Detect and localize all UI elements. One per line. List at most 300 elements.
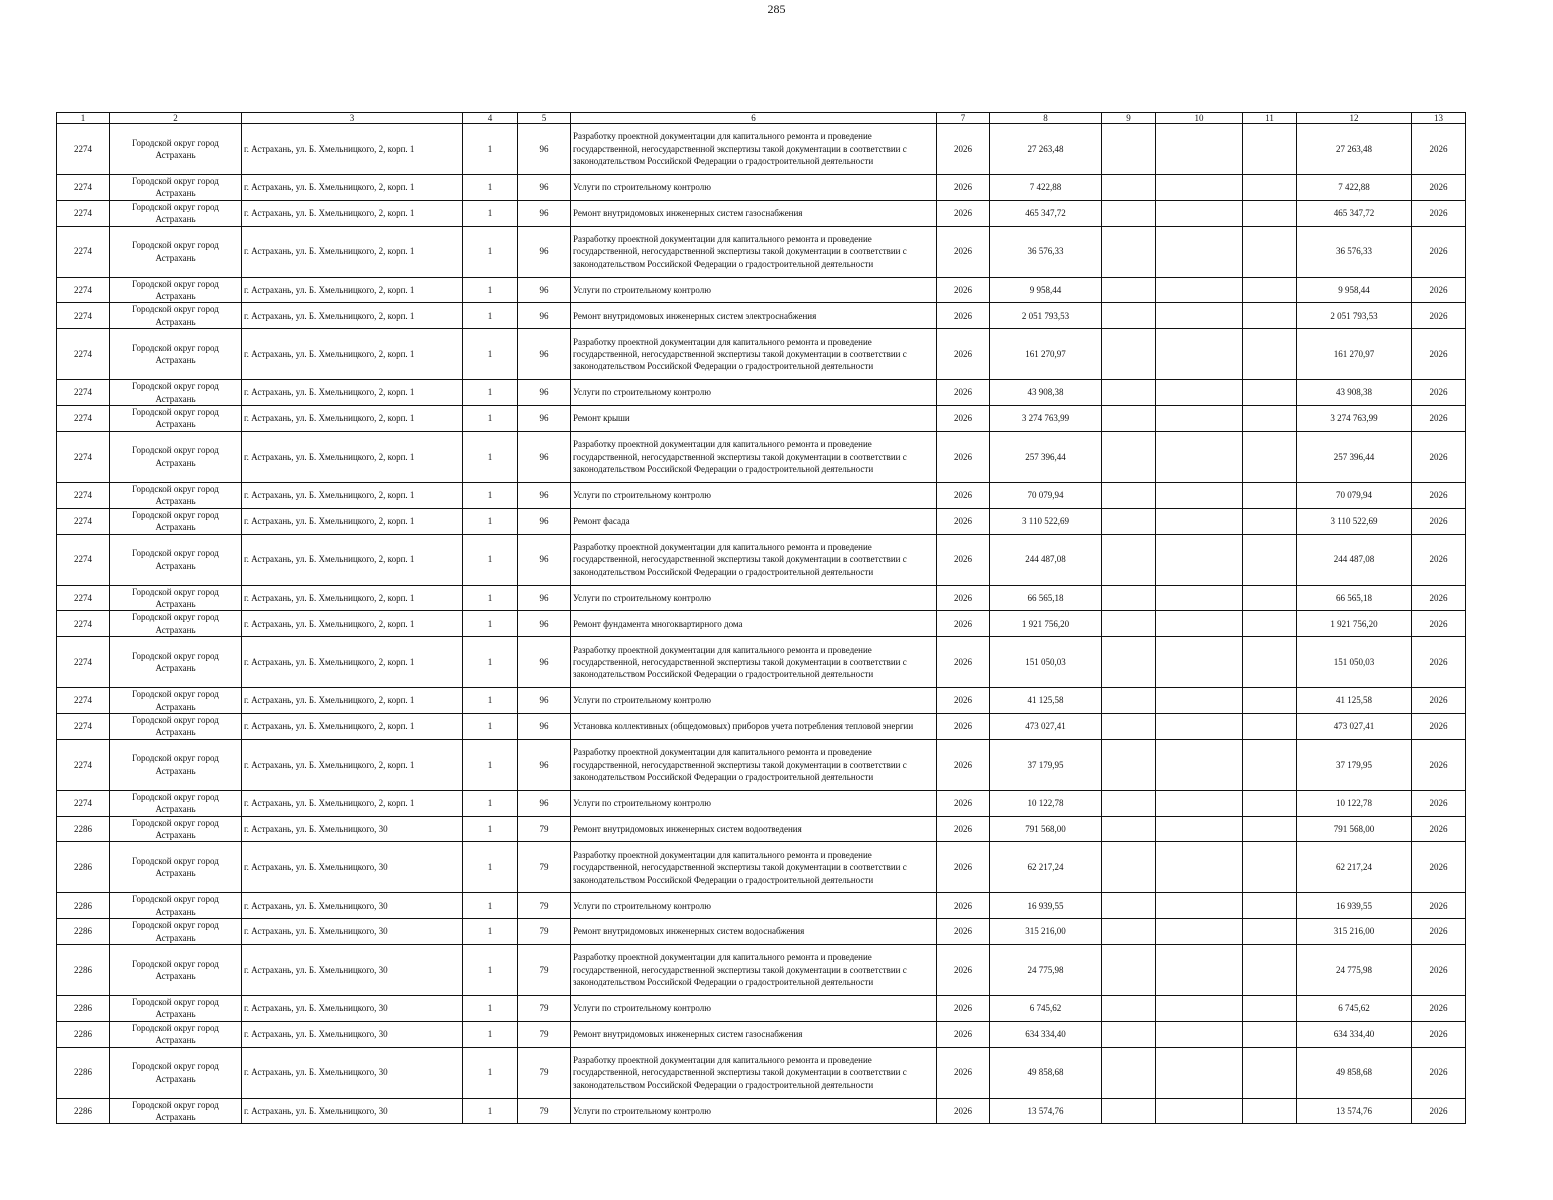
cell-col-13: 2026 [1412, 919, 1466, 945]
table-row [57, 945, 1466, 996]
cell-total: 13 574,76 [1297, 1098, 1412, 1124]
cell-house-id: 2274 [57, 303, 110, 329]
cell-col-10 [1156, 175, 1243, 201]
cell-house-id: 2274 [57, 124, 110, 175]
cell-municipality: Городской округ город Астрахань [110, 329, 242, 380]
cell-total: 24 775,98 [1297, 945, 1412, 996]
table-row [57, 842, 1466, 893]
cell-col-10 [1156, 1098, 1243, 1124]
cell-col-5: 79 [518, 996, 571, 1022]
cell-col-13: 2026 [1412, 175, 1466, 201]
cell-address: г. Астрахань, ул. Б. Хмельницкого, 2, корп. 1 [242, 303, 463, 329]
cell-col-4: 1 [463, 713, 518, 739]
cell-col-10 [1156, 1021, 1243, 1047]
cell-year: 2026 [937, 200, 990, 226]
cell-col-13: 2026 [1412, 226, 1466, 277]
cell-year: 2026 [937, 945, 990, 996]
cell-cost: 791 568,00 [990, 816, 1102, 842]
cell-address: г. Астрахань, ул. Б. Хмельницкого, 2, корп. 1 [242, 431, 463, 482]
cell-col-5: 79 [518, 842, 571, 893]
cell-municipality: Городской округ город Астрахань [110, 482, 242, 508]
cell-col-5: 96 [518, 303, 571, 329]
cell-year: 2026 [937, 380, 990, 406]
table-row [57, 482, 1466, 508]
cell-house-id: 2286 [57, 919, 110, 945]
cell-col-11 [1243, 508, 1297, 534]
cell-work-type: Услуги по строительному контролю [571, 482, 937, 508]
cell-house-id: 2286 [57, 1021, 110, 1047]
cell-col-11 [1243, 534, 1297, 585]
cell-col-11 [1243, 945, 1297, 996]
table-row [57, 637, 1466, 688]
cell-col-10 [1156, 508, 1243, 534]
col-header-8: 8 [990, 113, 1102, 124]
cell-house-id: 2286 [57, 842, 110, 893]
cell-house-id: 2274 [57, 585, 110, 611]
cell-work-type: Услуги по строительному контролю [571, 893, 937, 919]
cell-municipality: Городской округ город Астрахань [110, 226, 242, 277]
cell-cost: 70 079,94 [990, 482, 1102, 508]
cell-col-13: 2026 [1412, 508, 1466, 534]
cell-col-10 [1156, 124, 1243, 175]
cell-work-type: Разработку проектной документации для капитального ремонта и проведение государственной, негосударственной экспертизы такой документации в соответствии с законодательством Российской Федерации о градостроительной деятельности [571, 842, 937, 893]
cell-municipality: Городской округ город Астрахань [110, 124, 242, 175]
cell-col-11 [1243, 790, 1297, 816]
cell-col-13: 2026 [1412, 611, 1466, 637]
cell-total: 37 179,95 [1297, 739, 1412, 790]
cell-col-10 [1156, 739, 1243, 790]
cell-total: 257 396,44 [1297, 431, 1412, 482]
cell-work-type: Ремонт внутридомовых инженерных систем водоотведения [571, 816, 937, 842]
cell-col-9 [1102, 611, 1156, 637]
column-number-row [57, 113, 1466, 124]
cell-col-13: 2026 [1412, 945, 1466, 996]
cell-col-10 [1156, 200, 1243, 226]
cell-col-4: 1 [463, 1098, 518, 1124]
col-header-6: 6 [571, 113, 937, 124]
cell-col-13: 2026 [1412, 585, 1466, 611]
cell-col-4: 1 [463, 508, 518, 534]
cell-total: 70 079,94 [1297, 482, 1412, 508]
cell-municipality: Городской округ город Астрахань [110, 380, 242, 406]
cell-col-5: 79 [518, 945, 571, 996]
cell-work-type: Услуги по строительному контролю [571, 175, 937, 201]
cell-total: 66 565,18 [1297, 585, 1412, 611]
cell-cost: 9 958,44 [990, 277, 1102, 303]
cell-col-5: 96 [518, 534, 571, 585]
cell-cost: 66 565,18 [990, 585, 1102, 611]
cell-house-id: 2274 [57, 739, 110, 790]
cell-col-5: 96 [518, 431, 571, 482]
cell-col-13: 2026 [1412, 713, 1466, 739]
cell-col-10 [1156, 893, 1243, 919]
cell-col-11 [1243, 1021, 1297, 1047]
cell-col-5: 96 [518, 124, 571, 175]
cell-col-11 [1243, 996, 1297, 1022]
cell-col-9 [1102, 226, 1156, 277]
cell-col-13: 2026 [1412, 200, 1466, 226]
cell-total: 2 051 793,53 [1297, 303, 1412, 329]
cell-municipality: Городской округ город Астрахань [110, 893, 242, 919]
cell-work-type: Разработку проектной документации для капитального ремонта и проведение государственной, негосударственной экспертизы такой документации в соответствии с законодательством Российской Федерации о градостроительной деятельности [571, 637, 937, 688]
cell-col-9 [1102, 1047, 1156, 1098]
cell-total: 151 050,03 [1297, 637, 1412, 688]
cell-col-4: 1 [463, 406, 518, 432]
cell-year: 2026 [937, 406, 990, 432]
cell-col-13: 2026 [1412, 406, 1466, 432]
cell-address: г. Астрахань, ул. Б. Хмельницкого, 2, корп. 1 [242, 739, 463, 790]
cell-col-9 [1102, 406, 1156, 432]
cell-col-4: 1 [463, 688, 518, 714]
cell-municipality: Городской округ город Астрахань [110, 996, 242, 1022]
cell-total: 9 958,44 [1297, 277, 1412, 303]
cell-municipality: Городской округ город Астрахань [110, 431, 242, 482]
cell-municipality: Городской округ город Астрахань [110, 713, 242, 739]
cell-work-type: Разработку проектной документации для капитального ремонта и проведение государственной, негосударственной экспертизы такой документации в соответствии с законодательством Российской Федерации о градостроительной деятельности [571, 431, 937, 482]
cell-year: 2026 [937, 329, 990, 380]
cell-address: г. Астрахань, ул. Б. Хмельницкого, 2, корп. 1 [242, 713, 463, 739]
table-row [57, 688, 1466, 714]
cell-col-11 [1243, 482, 1297, 508]
cell-house-id: 2274 [57, 431, 110, 482]
cell-total: 7 422,88 [1297, 175, 1412, 201]
cell-house-id: 2274 [57, 226, 110, 277]
cell-col-5: 96 [518, 611, 571, 637]
cell-address: г. Астрахань, ул. Б. Хмельницкого, 30 [242, 816, 463, 842]
cell-total: 1 921 756,20 [1297, 611, 1412, 637]
cell-house-id: 2274 [57, 277, 110, 303]
col-header-12: 12 [1297, 113, 1412, 124]
cell-municipality: Городской округ город Астрахань [110, 175, 242, 201]
cell-col-13: 2026 [1412, 329, 1466, 380]
cell-col-13: 2026 [1412, 277, 1466, 303]
cell-col-4: 1 [463, 482, 518, 508]
cell-col-9 [1102, 816, 1156, 842]
cell-col-4: 1 [463, 790, 518, 816]
cell-col-5: 96 [518, 790, 571, 816]
cell-work-type: Разработку проектной документации для капитального ремонта и проведение государственной, негосударственной экспертизы такой документации в соответствии с законодательством Российской Федерации о градостроительной деятельности [571, 124, 937, 175]
cell-address: г. Астрахань, ул. Б. Хмельницкого, 30 [242, 945, 463, 996]
cell-house-id: 2274 [57, 406, 110, 432]
cell-house-id: 2274 [57, 534, 110, 585]
cell-year: 2026 [937, 226, 990, 277]
cell-work-type: Услуги по строительному контролю [571, 790, 937, 816]
cell-total: 3 274 763,99 [1297, 406, 1412, 432]
cell-address: г. Астрахань, ул. Б. Хмельницкого, 2, корп. 1 [242, 329, 463, 380]
table-body [57, 113, 1466, 1124]
cell-cost: 13 574,76 [990, 1098, 1102, 1124]
cell-municipality: Городской округ город Астрахань [110, 406, 242, 432]
cell-year: 2026 [937, 611, 990, 637]
cell-col-9 [1102, 508, 1156, 534]
cell-col-11 [1243, 739, 1297, 790]
cell-year: 2026 [937, 739, 990, 790]
cell-total: 6 745,62 [1297, 996, 1412, 1022]
cell-col-5: 79 [518, 919, 571, 945]
cell-work-type: Услуги по строительному контролю [571, 996, 937, 1022]
cell-municipality: Городской округ город Астрахань [110, 611, 242, 637]
cell-municipality: Городской округ город Астрахань [110, 790, 242, 816]
cell-house-id: 2286 [57, 1047, 110, 1098]
cell-municipality: Городской округ город Астрахань [110, 688, 242, 714]
cell-total: 634 334,40 [1297, 1021, 1412, 1047]
cell-total: 465 347,72 [1297, 200, 1412, 226]
cell-col-13: 2026 [1412, 688, 1466, 714]
cell-work-type: Ремонт внутридомовых инженерных систем газоснабжения [571, 1021, 937, 1047]
cell-work-type: Услуги по строительному контролю [571, 585, 937, 611]
cell-house-id: 2274 [57, 713, 110, 739]
cell-col-4: 1 [463, 277, 518, 303]
cell-house-id: 2274 [57, 175, 110, 201]
cell-col-10 [1156, 303, 1243, 329]
cell-col-13: 2026 [1412, 1021, 1466, 1047]
cell-col-13: 2026 [1412, 739, 1466, 790]
cell-col-4: 1 [463, 816, 518, 842]
cell-municipality: Городской округ город Астрахань [110, 277, 242, 303]
cell-col-10 [1156, 380, 1243, 406]
cell-cost: 7 422,88 [990, 175, 1102, 201]
cell-col-13: 2026 [1412, 790, 1466, 816]
cell-col-5: 96 [518, 226, 571, 277]
cell-col-9 [1102, 842, 1156, 893]
cell-total: 10 122,78 [1297, 790, 1412, 816]
table-row [57, 816, 1466, 842]
cell-col-5: 96 [518, 277, 571, 303]
cell-cost: 634 334,40 [990, 1021, 1102, 1047]
cell-col-13: 2026 [1412, 893, 1466, 919]
cell-house-id: 2286 [57, 893, 110, 919]
cell-col-10 [1156, 637, 1243, 688]
cell-year: 2026 [937, 175, 990, 201]
cell-house-id: 2286 [57, 816, 110, 842]
cell-col-5: 79 [518, 1098, 571, 1124]
cell-col-10 [1156, 406, 1243, 432]
col-header-2: 2 [110, 113, 242, 124]
cell-col-9 [1102, 945, 1156, 996]
cell-year: 2026 [937, 277, 990, 303]
col-header-4: 4 [463, 113, 518, 124]
col-header-9: 9 [1102, 113, 1156, 124]
cell-address: г. Астрахань, ул. Б. Хмельницкого, 30 [242, 1098, 463, 1124]
cell-year: 2026 [937, 508, 990, 534]
cell-cost: 41 125,58 [990, 688, 1102, 714]
cell-year: 2026 [937, 1047, 990, 1098]
table-row [57, 508, 1466, 534]
cell-col-9 [1102, 739, 1156, 790]
cell-col-9 [1102, 1021, 1156, 1047]
cell-col-10 [1156, 329, 1243, 380]
cell-cost: 257 396,44 [990, 431, 1102, 482]
cell-total: 3 110 522,69 [1297, 508, 1412, 534]
cell-col-13: 2026 [1412, 431, 1466, 482]
cell-work-type: Ремонт крыши [571, 406, 937, 432]
table-row [57, 226, 1466, 277]
cell-col-13: 2026 [1412, 303, 1466, 329]
cell-house-id: 2274 [57, 688, 110, 714]
cell-address: г. Астрахань, ул. Б. Хмельницкого, 30 [242, 919, 463, 945]
cell-total: 41 125,58 [1297, 688, 1412, 714]
cell-col-9 [1102, 303, 1156, 329]
cell-col-11 [1243, 175, 1297, 201]
cell-col-5: 96 [518, 482, 571, 508]
cell-work-type: Ремонт фундамента многоквартирного дома [571, 611, 937, 637]
cell-col-5: 96 [518, 175, 571, 201]
cell-col-4: 1 [463, 175, 518, 201]
cell-year: 2026 [937, 124, 990, 175]
table-row [57, 380, 1466, 406]
cell-col-9 [1102, 713, 1156, 739]
table-row [57, 585, 1466, 611]
cell-cost: 1 921 756,20 [990, 611, 1102, 637]
table-row [57, 893, 1466, 919]
cell-municipality: Городской округ город Астрахань [110, 919, 242, 945]
page-number: 285 [767, 2, 786, 16]
cell-cost: 62 217,24 [990, 842, 1102, 893]
cell-col-13: 2026 [1412, 816, 1466, 842]
cell-col-11 [1243, 277, 1297, 303]
cell-year: 2026 [937, 482, 990, 508]
cell-cost: 465 347,72 [990, 200, 1102, 226]
table-row [57, 713, 1466, 739]
cell-col-5: 79 [518, 816, 571, 842]
cell-cost: 315 216,00 [990, 919, 1102, 945]
table-row [57, 277, 1466, 303]
cell-col-5: 96 [518, 713, 571, 739]
cell-col-10 [1156, 226, 1243, 277]
cell-address: г. Астрахань, ул. Б. Хмельницкого, 2, корп. 1 [242, 790, 463, 816]
cell-col-5: 96 [518, 585, 571, 611]
cell-col-9 [1102, 585, 1156, 611]
cell-col-4: 1 [463, 842, 518, 893]
cell-col-4: 1 [463, 585, 518, 611]
repair-program-table [56, 112, 1466, 1124]
cell-address: г. Астрахань, ул. Б. Хмельницкого, 30 [242, 842, 463, 893]
cell-col-11 [1243, 1098, 1297, 1124]
cell-col-11 [1243, 380, 1297, 406]
cell-municipality: Городской округ город Астрахань [110, 585, 242, 611]
cell-address: г. Астрахань, ул. Б. Хмельницкого, 2, корп. 1 [242, 482, 463, 508]
cell-work-type: Ремонт внутридомовых инженерных систем электроснабжения [571, 303, 937, 329]
cell-col-10 [1156, 611, 1243, 637]
cell-house-id: 2274 [57, 508, 110, 534]
cell-cost: 24 775,98 [990, 945, 1102, 996]
cell-col-5: 96 [518, 508, 571, 534]
cell-col-4: 1 [463, 637, 518, 688]
cell-col-11 [1243, 816, 1297, 842]
cell-municipality: Городской округ город Астрахань [110, 739, 242, 790]
cell-year: 2026 [937, 713, 990, 739]
cell-col-11 [1243, 431, 1297, 482]
cell-cost: 37 179,95 [990, 739, 1102, 790]
cell-house-id: 2286 [57, 996, 110, 1022]
cell-col-10 [1156, 585, 1243, 611]
cell-col-10 [1156, 842, 1243, 893]
table-row [57, 611, 1466, 637]
cell-col-4: 1 [463, 226, 518, 277]
cell-col-11 [1243, 585, 1297, 611]
cell-cost: 2 051 793,53 [990, 303, 1102, 329]
cell-col-11 [1243, 842, 1297, 893]
cell-col-9 [1102, 124, 1156, 175]
col-header-10: 10 [1156, 113, 1243, 124]
cell-address: г. Астрахань, ул. Б. Хмельницкого, 2, корп. 1 [242, 124, 463, 175]
col-header-11: 11 [1243, 113, 1297, 124]
col-header-5: 5 [518, 113, 571, 124]
cell-work-type: Услуги по строительному контролю [571, 380, 937, 406]
table-row [57, 200, 1466, 226]
cell-municipality: Городской округ город Астрахань [110, 1021, 242, 1047]
table-row [57, 175, 1466, 201]
cell-total: 62 217,24 [1297, 842, 1412, 893]
cell-col-5: 96 [518, 406, 571, 432]
cell-year: 2026 [937, 816, 990, 842]
cell-col-10 [1156, 1047, 1243, 1098]
cell-year: 2026 [937, 919, 990, 945]
cell-col-11 [1243, 303, 1297, 329]
cell-address: г. Астрахань, ул. Б. Хмельницкого, 2, корп. 1 [242, 637, 463, 688]
cell-col-4: 1 [463, 996, 518, 1022]
cell-col-11 [1243, 688, 1297, 714]
cell-cost: 3 110 522,69 [990, 508, 1102, 534]
table-row [57, 1021, 1466, 1047]
cell-work-type: Ремонт фасада [571, 508, 937, 534]
cell-cost: 43 908,38 [990, 380, 1102, 406]
cell-address: г. Астрахань, ул. Б. Хмельницкого, 2, корп. 1 [242, 534, 463, 585]
cell-col-11 [1243, 1047, 1297, 1098]
cell-cost: 36 576,33 [990, 226, 1102, 277]
cell-work-type: Разработку проектной документации для капитального ремонта и проведение государственной, негосударственной экспертизы такой документации в соответствии с законодательством Российской Федерации о градостроительной деятельности [571, 329, 937, 380]
cell-house-id: 2286 [57, 945, 110, 996]
table-row [57, 431, 1466, 482]
cell-year: 2026 [937, 842, 990, 893]
cell-address: г. Астрахань, ул. Б. Хмельницкого, 2, корп. 1 [242, 175, 463, 201]
cell-col-9 [1102, 996, 1156, 1022]
cell-cost: 473 027,41 [990, 713, 1102, 739]
cell-col-11 [1243, 200, 1297, 226]
cell-house-id: 2274 [57, 611, 110, 637]
cell-col-9 [1102, 893, 1156, 919]
cell-col-9 [1102, 790, 1156, 816]
table-row [57, 303, 1466, 329]
cell-municipality: Городской округ город Астрахань [110, 508, 242, 534]
table-row [57, 996, 1466, 1022]
cell-col-4: 1 [463, 124, 518, 175]
cell-address: г. Астрахань, ул. Б. Хмельницкого, 2, корп. 1 [242, 611, 463, 637]
cell-address: г. Астрахань, ул. Б. Хмельницкого, 2, корп. 1 [242, 200, 463, 226]
col-header-7: 7 [937, 113, 990, 124]
cell-cost: 161 270,97 [990, 329, 1102, 380]
cell-total: 791 568,00 [1297, 816, 1412, 842]
cell-col-4: 1 [463, 431, 518, 482]
cell-col-10 [1156, 816, 1243, 842]
cell-work-type: Разработку проектной документации для капитального ремонта и проведение государственной, негосударственной экспертизы такой документации в соответствии с законодательством Российской Федерации о градостроительной деятельности [571, 739, 937, 790]
cell-col-10 [1156, 482, 1243, 508]
table-row [57, 1098, 1466, 1124]
cell-address: г. Астрахань, ул. Б. Хмельницкого, 2, корп. 1 [242, 226, 463, 277]
cell-cost: 27 263,48 [990, 124, 1102, 175]
cell-col-13: 2026 [1412, 482, 1466, 508]
table-row [57, 739, 1466, 790]
cell-house-id: 2286 [57, 1098, 110, 1124]
cell-total: 49 858,68 [1297, 1047, 1412, 1098]
cell-col-10 [1156, 945, 1243, 996]
cell-address: г. Астрахань, ул. Б. Хмельницкого, 30 [242, 996, 463, 1022]
cell-house-id: 2274 [57, 200, 110, 226]
cell-work-type: Разработку проектной документации для капитального ремонта и проведение государственной, негосударственной экспертизы такой документации в соответствии с законодательством Российской Федерации о градостроительной деятельности [571, 226, 937, 277]
cell-col-9 [1102, 688, 1156, 714]
cell-house-id: 2274 [57, 380, 110, 406]
cell-col-10 [1156, 919, 1243, 945]
